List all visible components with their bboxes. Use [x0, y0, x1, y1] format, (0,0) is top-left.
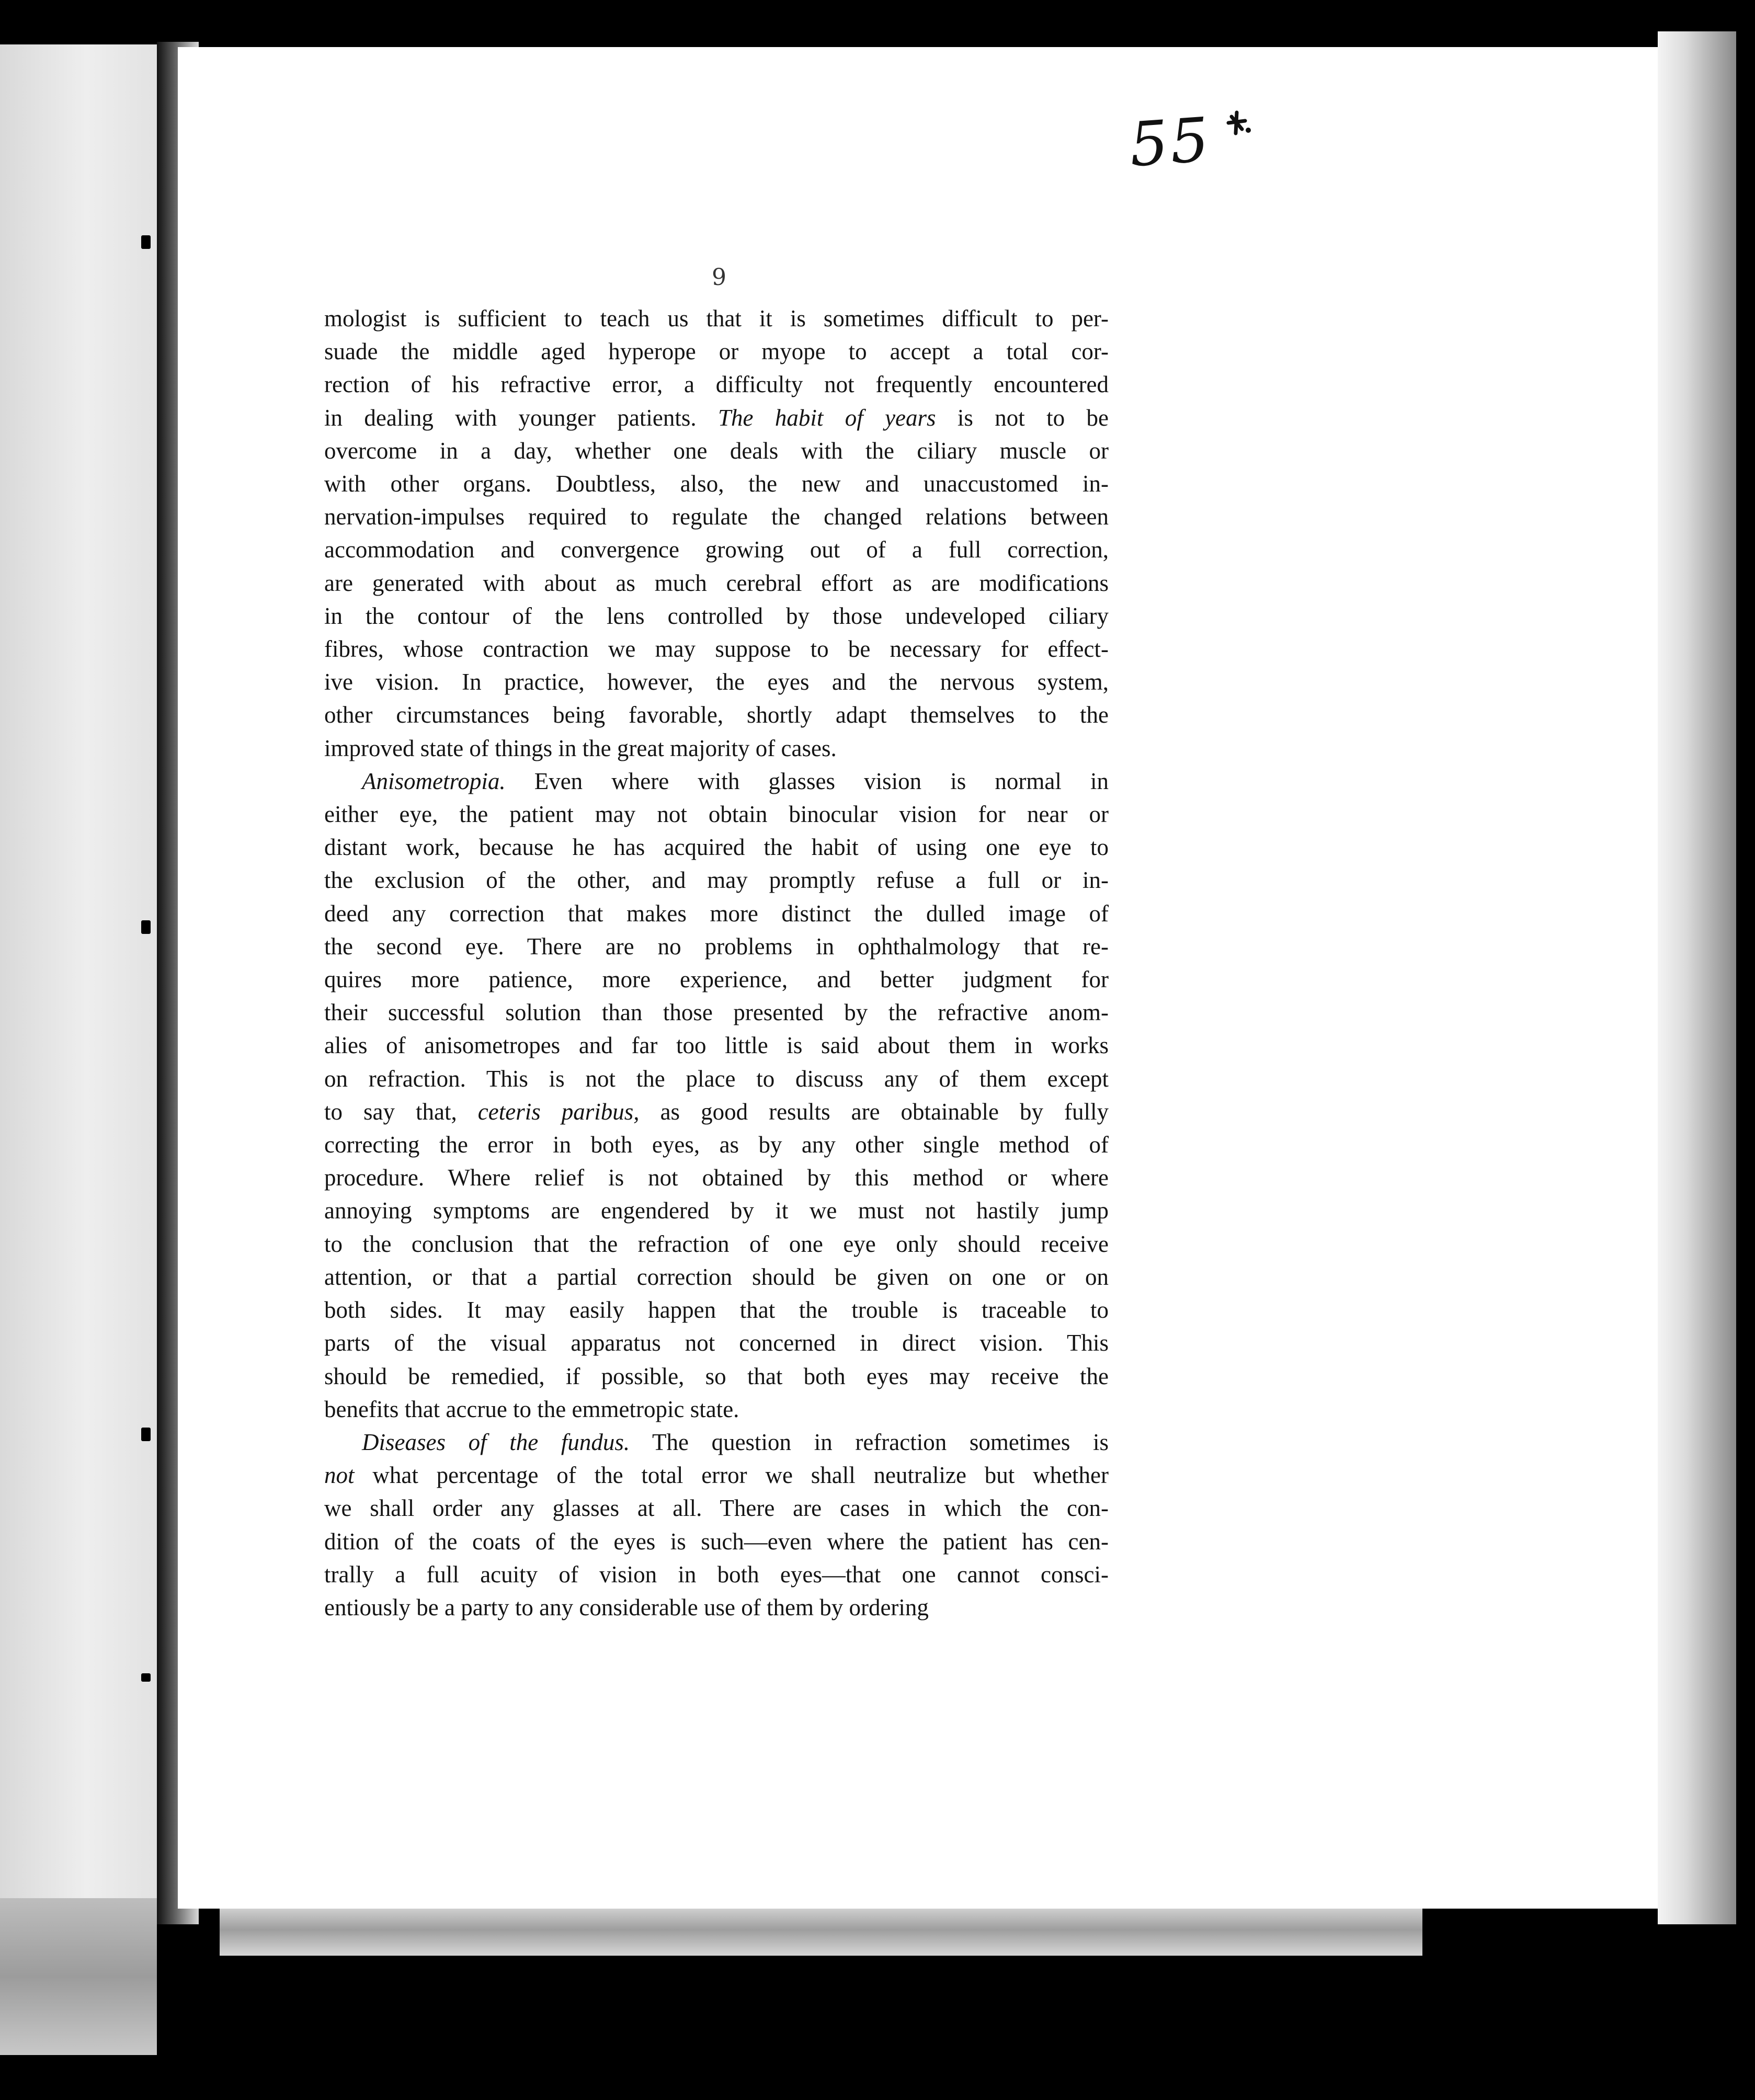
printed-page-number: 9 [712, 264, 726, 291]
text-segment: either eye, the patient may not obtain binocular vision for near or [324, 801, 1109, 828]
text-line [324, 335, 1109, 368]
text-line [324, 402, 1109, 435]
text-line [324, 533, 1109, 566]
text-line [324, 1095, 1109, 1128]
text-segment: parts of the visual apparatus not concerned in direct vision. This [324, 1330, 1109, 1356]
text-segment: on refraction. This is not the place to discuss any of them except [324, 1065, 1109, 1092]
text-line [324, 1591, 1109, 1624]
text-segment: to the conclusion that the refraction of one eye only should receive [324, 1230, 1109, 1257]
text-segment: in dealing with younger patients. [324, 404, 697, 431]
text-segment: the second eye. There are no problems in ophthalmology that re- [324, 933, 1109, 960]
volume-right-edge [1658, 31, 1736, 1924]
text-segment: dition of the coats of the eyes is such—even where the patient has cen- [324, 1528, 1109, 1555]
text-line [324, 996, 1109, 1029]
page-bottom-edge [220, 1909, 1422, 1956]
text-line [324, 1228, 1109, 1261]
binding-stitch-mark [141, 920, 151, 934]
previous-page-lower-edge [0, 1898, 157, 2055]
text-line [324, 864, 1109, 897]
text-line [324, 467, 1109, 500]
text-segment: with other organs. Doubtless, also, the new and unaccustomed in- [324, 471, 1109, 497]
text-line [324, 765, 1109, 798]
text-line [324, 567, 1109, 600]
text-line [324, 1029, 1109, 1062]
text-segment: both sides. It may easily happen that the trouble is traceable to [324, 1297, 1109, 1323]
text-line [324, 1426, 1109, 1459]
text-line [324, 435, 1109, 467]
binding-stitch-mark [141, 1428, 151, 1441]
text-segment: mologist is sufficient to teach us that it is sometimes difficult to per- [324, 305, 1109, 332]
text-line [324, 1161, 1109, 1194]
text-segment: procedure. Where relief is not obtained by this method or where [324, 1165, 1109, 1191]
text-segment: we shall order any glasses at all. There are cases in which the con- [324, 1495, 1109, 1522]
handwritten-page-number: 55 [1127, 104, 1214, 181]
text-segment: suade the middle aged hyperope or myope to accept a total cor- [324, 338, 1109, 365]
text-line [324, 1327, 1109, 1360]
text-line [324, 930, 1109, 963]
text-segment: correcting the error in both eyes, as by any other single method of [324, 1132, 1109, 1158]
text-line [324, 1194, 1109, 1227]
text-line [324, 302, 1109, 335]
text-line [324, 666, 1109, 699]
italic-phrase: ceteris paribus, [477, 1098, 640, 1125]
text-segment: Even where with glasses vision is normal in [534, 768, 1109, 794]
italic-phrase: not [324, 1462, 355, 1489]
text-line [324, 1558, 1109, 1591]
text-segment: the exclusion of the other, and may promptly refuse a full or in- [324, 867, 1109, 894]
text-line [324, 1492, 1109, 1525]
text-line [324, 1294, 1109, 1327]
italic-phrase: The habit of years [717, 404, 936, 431]
text-segment: accommodation and convergence growing out of a full correction, [324, 537, 1109, 563]
text-segment: benefits that accrue to the emmetropic state. [324, 1396, 739, 1422]
italic-phrase: Diseases of the fundus. [362, 1429, 630, 1455]
text-line [324, 600, 1109, 633]
text-segment: is not to be [957, 404, 1109, 431]
text-segment: The question in refraction sometimes is [652, 1429, 1109, 1455]
text-line [324, 963, 1109, 996]
text-line [324, 633, 1109, 666]
text-segment: their successful solution than those presented by the refractive anom- [324, 999, 1109, 1026]
text-line [324, 1525, 1109, 1558]
ink-blot-icon [1221, 107, 1252, 139]
text-line [324, 798, 1109, 831]
text-segment: entiously be a party to any considerable use of them by ordering [324, 1594, 929, 1620]
text-segment: quires more patience, more experience, and better judgment for [324, 966, 1109, 993]
text-line [324, 1261, 1109, 1294]
text-line [324, 699, 1109, 732]
text-line [324, 1360, 1109, 1393]
scan-background [157, 1956, 1736, 2100]
text-segment: are generated with about as much cerebral effort as are modifications [324, 569, 1109, 596]
text-line [324, 368, 1109, 401]
text-segment: should be remedied, if possible, so that both eyes may receive the [324, 1363, 1109, 1389]
text-line [324, 732, 1109, 765]
text-segment: ive vision. In practice, however, the eyes and the nervous system, [324, 669, 1109, 695]
text-segment: in the contour of the lens controlled by those undeveloped ciliary [324, 602, 1109, 629]
text-segment: what percentage of the total error we shall neutralize but whether [372, 1462, 1109, 1489]
text-segment: overcome in a day, whether one deals with the ciliary muscle or [324, 437, 1109, 464]
text-line [324, 1459, 1109, 1492]
previous-page-edge [0, 44, 160, 1916]
text-segment: other circumstances being favorable, shortly adapt themselves to the [324, 702, 1109, 728]
text-segment: annoying symptoms are engendered by it we must not hastily jump [324, 1197, 1109, 1224]
text-line [324, 1393, 1109, 1426]
text-segment: as good results are obtainable by fully [660, 1098, 1109, 1125]
text-segment: alies of anisometropes and far too little is said about them in works [324, 1032, 1109, 1059]
text-segment: rection of his refractive error, a difficulty not frequently encountered [324, 371, 1109, 398]
text-segment: distant work, because he has acquired the habit of using one eye to [324, 834, 1109, 861]
binding-stitch-mark [141, 235, 151, 249]
italic-phrase: Anisometropia. [362, 768, 506, 794]
text-line [324, 897, 1109, 930]
text-segment: deed any correction that makes more distinct the dulled image of [324, 900, 1109, 927]
text-line [324, 1128, 1109, 1161]
text-segment: to say that, [324, 1098, 457, 1125]
text-segment: improved state of things in the great majority of cases. [324, 735, 837, 761]
text-line [324, 831, 1109, 864]
text-line [324, 500, 1109, 533]
text-segment: trally a full acuity of vision in both eyes—that one cannot consci- [324, 1561, 1109, 1588]
text-line [324, 1063, 1109, 1095]
text-segment: nervation-impulses required to regulate the changed relations between [324, 504, 1109, 530]
text-segment: attention, or that a partial correction should be given on one or on [324, 1263, 1109, 1290]
binding-stitch-mark [141, 1673, 151, 1682]
body-text [324, 302, 1109, 1624]
text-segment: fibres, whose contraction we may suppose to be necessary for effect- [324, 636, 1109, 663]
